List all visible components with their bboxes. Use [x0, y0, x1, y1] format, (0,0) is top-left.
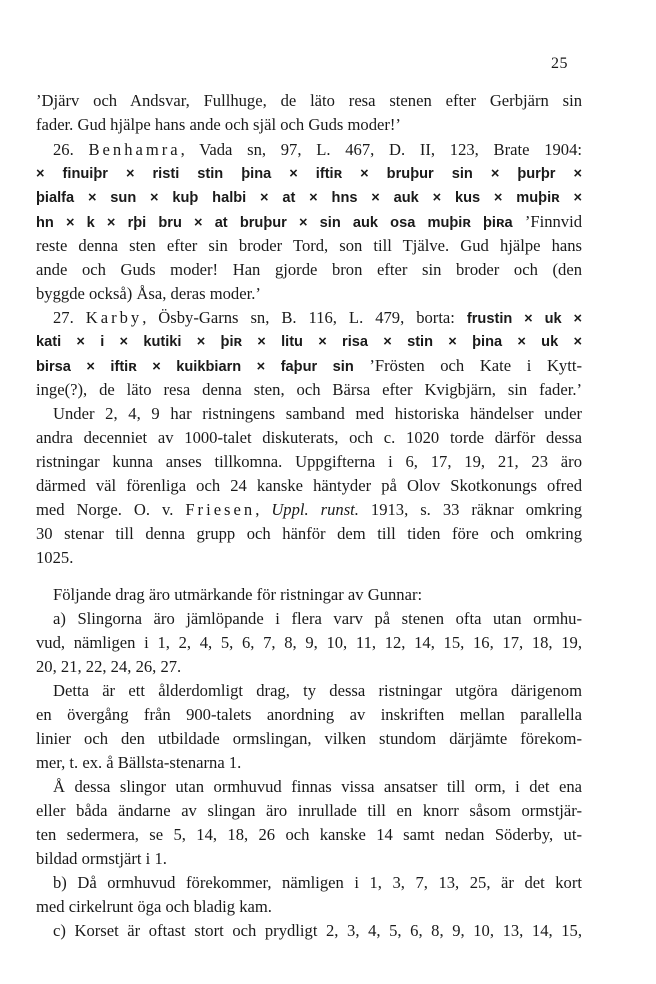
- entry-number: 26.: [53, 140, 89, 159]
- text-line: linier och den utbildade ormslingan, vilken stundom därjämte förekom-: [36, 729, 582, 748]
- text-line: 30 stenar till denna grupp och hänför dem till tiden före och omkring: [36, 524, 582, 543]
- text-line: reste denna sten efter sin broder Tord, son till Tjälve. Gud hjälpe hans: [36, 236, 582, 255]
- text-line: [36, 210, 582, 235]
- runic-transliteration: hn × k × rþi bru × at bruþur × sin auk osa muþiʀ þiʀa: [36, 215, 513, 231]
- section-intro: Följande drag äro utmärkande för ristningar av Gunnar:: [53, 585, 423, 604]
- text-line: byggde också) Åsa, deras moder.’: [36, 284, 261, 303]
- text-line: därmed väl förenliga och 24 kanske häntyder på Olov Skotkonungs ofred: [36, 476, 582, 495]
- text-line: ’Djärv och Andsvar, Fullhuge, de läto resa stenen efter Gerbjärn sin: [36, 91, 582, 110]
- paragraph-start: Å dessa slingor utan ormhuvud finnas vissa ansatser till orm, i det ena: [53, 777, 582, 796]
- text-line: fader. Gud hjälpe hans ande och själ och Guds moder!’: [36, 115, 401, 134]
- author-name: Friesen: [185, 500, 256, 519]
- runic-transliteration: birsa × iftiʀ × kuikbiarn × faþur sin: [36, 359, 354, 375]
- site-name: Benhamra: [88, 140, 181, 159]
- page-number: 25: [551, 55, 568, 72]
- text-line: med cirkelrunt öga och bladig kam.: [36, 897, 272, 916]
- translation-start: ’Frösten och Kate i Kytt-: [353, 356, 582, 375]
- entry-reference: , Vada sn, 97, L. 467, D. II, 123, Brate 1904:: [180, 140, 583, 159]
- list-item-c: c) Korset är oftast stort och prydligt 2, 3, 4, 5, 6, 8, 9, 10, 13, 14, 15,: [53, 921, 582, 940]
- entry-26-heading: [53, 138, 582, 162]
- text-line: ristningar kunna anses tillkomna. Uppgifterna i 6, 17, 19, 21, 23 äro: [36, 452, 582, 471]
- list-item-a: a) Slingorna äro jämlöpande i flera varv på stenen ofta utan ormhu-: [53, 609, 582, 628]
- text-line: [36, 354, 582, 379]
- text-line: inge(?), de läto resa denna sten, och Bärsa efter Kvigbjärn, sin fader.’: [36, 380, 582, 399]
- text-line: ande och Guds moder! Han gjorde bron efter sin broder och (den: [36, 260, 582, 279]
- text-line: eller båda ändarne av slingan äro inrullade till en knorr såsom ormstjär-: [36, 801, 582, 820]
- text-line: mer, t. ex. å Bällsta-stenarna 1.: [36, 753, 242, 772]
- text-line: vud, nämligen i 1, 2, 4, 5, 6, 7, 8, 9, 10, 11, 12, 14, 15, 16, 17, 18, 19,: [36, 633, 582, 652]
- paragraph-start: Detta är ett ålderdomligt drag, ty dessa ristningar utgöra därigenom: [53, 681, 582, 700]
- entry-number: 27.: [53, 308, 86, 327]
- paragraph-start: Under 2, 4, 9 har ristningens samband med historiska händelser under: [53, 404, 582, 423]
- entry-reference: , Ösby-Garns sn, B. 116, L. 479, borta:: [142, 308, 467, 327]
- entry-27-heading: [53, 306, 582, 331]
- text-line: ten sedermera, se 5, 14, 18, 26 och kanske 14 samt nedan Söderby, ut-: [36, 825, 582, 844]
- text-line: 1025.: [36, 548, 74, 567]
- list-item-b: b) Då ormhuvud förekommer, nämligen i 1, 3, 7, 13, 25, är det kort: [53, 873, 582, 892]
- runic-transliteration: frustin × uk ×: [466, 311, 583, 327]
- site-name: Karby: [85, 308, 143, 327]
- text-line: bildad ormstjärt i 1.: [36, 849, 167, 868]
- text-line: andra decenniet av 1000-talet diskuterats, och c. 1020 torde därför dessa: [36, 428, 582, 447]
- text-line: med Norge. O. v. Friesen, Uppl. runst. 1913, s. 33 räknar omkring: [36, 500, 582, 519]
- runic-transliteration: þialfa × sun × kuþ halbi × at × hns × auk × kus × muþiʀ ×: [36, 190, 582, 206]
- runic-transliteration: kati × i × kutiki × þiʀ × litu × risa × stin × þina × uk ×: [36, 334, 582, 350]
- publication-title: Uppl. runst.: [271, 500, 359, 519]
- text-line: en övergång från 900-talets anordning av inskriften mellan parallella: [36, 705, 582, 724]
- translation-start: ’Finnvid: [512, 212, 582, 231]
- text-line: 20, 21, 22, 24, 26, 27.: [36, 657, 182, 676]
- runic-transliteration: × finuiþr × risti stin þina × iftiʀ × bruþur sin × þurþr ×: [36, 166, 582, 182]
